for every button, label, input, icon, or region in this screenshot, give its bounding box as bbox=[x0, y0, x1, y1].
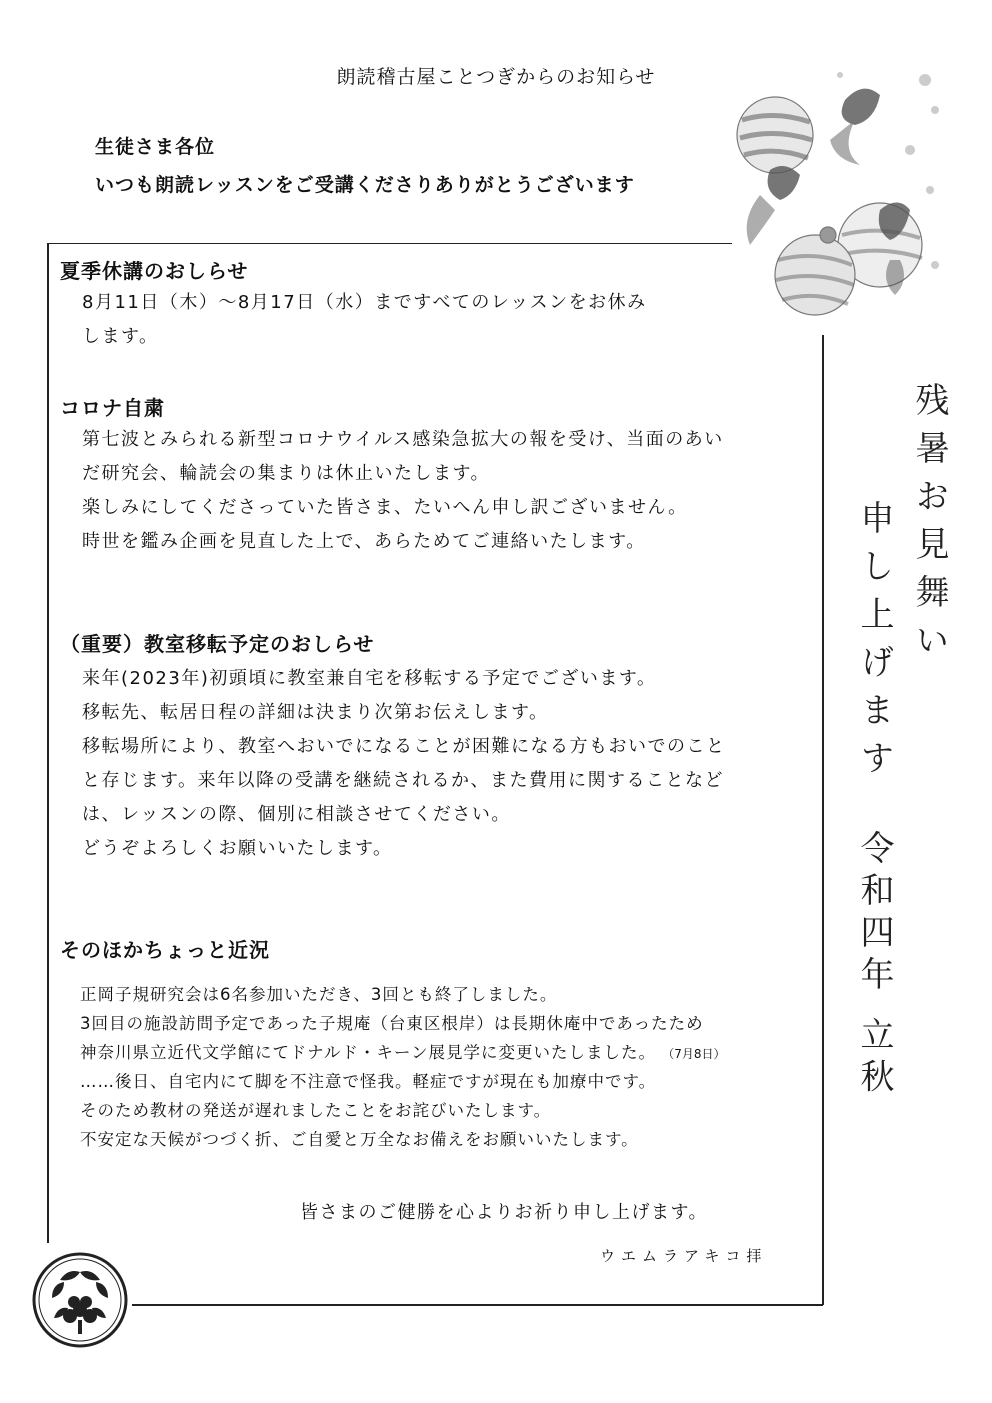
body-line: 3回目の施設訪問予定であった子規庵（台東区根岸）は長期休庵中であったため bbox=[80, 1014, 704, 1033]
section-heading-covid: コロナ自粛 bbox=[60, 396, 165, 420]
section-body-summer-break bbox=[82, 286, 647, 354]
body-line: 来年(2023年)初頭頃に教室兼自宅を移転する予定でございます。 bbox=[82, 668, 657, 689]
section-heading-summer-break: 夏季休講のおしらせ bbox=[60, 259, 249, 283]
body-line: そのため教材の発送が遅れましたことをお詫びいたします。 bbox=[80, 1101, 552, 1120]
closing-line: 皆さまのご健勝を心よりお祈り申し上げます。 bbox=[300, 1202, 709, 1223]
section-heading-recent-news: そのほかちょっと近況 bbox=[60, 938, 270, 962]
vertical-date: 令和四年 立秋 bbox=[854, 830, 894, 1101]
body-line: と存じます。来年以降の受講を継続されるか、また費用に関することなど bbox=[82, 770, 725, 791]
signature: ウエムラアキコ拝 bbox=[600, 1247, 768, 1265]
frame-left-rule bbox=[47, 243, 49, 1243]
body-line: は、レッスンの際、個別に相談させてください。 bbox=[82, 804, 511, 825]
vertical-greeting-2: 申し上げます bbox=[854, 500, 894, 788]
body-line: 時世を鑑み企画を見直した上で、あらためてご連絡いたします。 bbox=[82, 531, 646, 552]
frame-top-rule bbox=[48, 243, 732, 244]
section-body-relocation bbox=[82, 662, 726, 866]
body-line: 正岡子規研究会は6名参加いただき、3回とも終了しました。 bbox=[80, 985, 558, 1004]
frame-right-rule bbox=[822, 335, 824, 1305]
body-line: 不安定な天候がつづく折、ご自愛と万全なお備えをお願いいたします。 bbox=[80, 1130, 639, 1149]
body-line: 楽しみにしてくださっていた皆さま、たいへん申し訳ございません。 bbox=[82, 497, 688, 518]
body-line: 8月11日（木）～8月17日（水）まですべてのレッスンをお休み bbox=[82, 292, 647, 313]
vertical-greeting-1: 残暑お見舞い bbox=[909, 382, 949, 670]
body-line: 移転先、転居日程の詳細は決まり次第お伝えします。 bbox=[82, 702, 549, 723]
goldfish-illustration-icon bbox=[730, 60, 945, 320]
section-body-recent-news bbox=[80, 980, 726, 1154]
body-line: ……後日、自宅内にて脚を不注意で怪我。軽症ですが現在も加療中です。 bbox=[80, 1072, 657, 1091]
frame-bottom-rule bbox=[132, 1304, 823, 1306]
family-crest-icon bbox=[30, 1250, 130, 1350]
page-title: 朗読稽古屋ことつぎからのお知らせ bbox=[336, 66, 656, 88]
greeting-addressee: 生徒さま各位 bbox=[95, 136, 216, 158]
body-line: 移転場所により、教室へおいでになることが困難になる方もおいでのこと bbox=[82, 736, 726, 757]
date-note: （7月8日） bbox=[662, 1047, 726, 1061]
greeting-thanks: いつも朗読レッスンをご受講くださりありがとうございます bbox=[95, 174, 635, 196]
body-line: します。 bbox=[82, 326, 159, 347]
body-line: だ研究会、輪読会の集まりは休止いたします。 bbox=[82, 463, 491, 484]
body-line: どうぞよろしくお願いいたします。 bbox=[82, 838, 393, 859]
body-line: 第七波とみられる新型コロナウイルス感染急拡大の報を受け、当面のあい bbox=[82, 429, 724, 450]
section-body-covid bbox=[82, 423, 724, 559]
body-line: 神奈川県立近代文学館にてドナルド・キーン展見学に変更いたしました。 bbox=[80, 1043, 657, 1062]
section-heading-relocation: （重要）教室移転予定のおしらせ bbox=[60, 632, 375, 656]
